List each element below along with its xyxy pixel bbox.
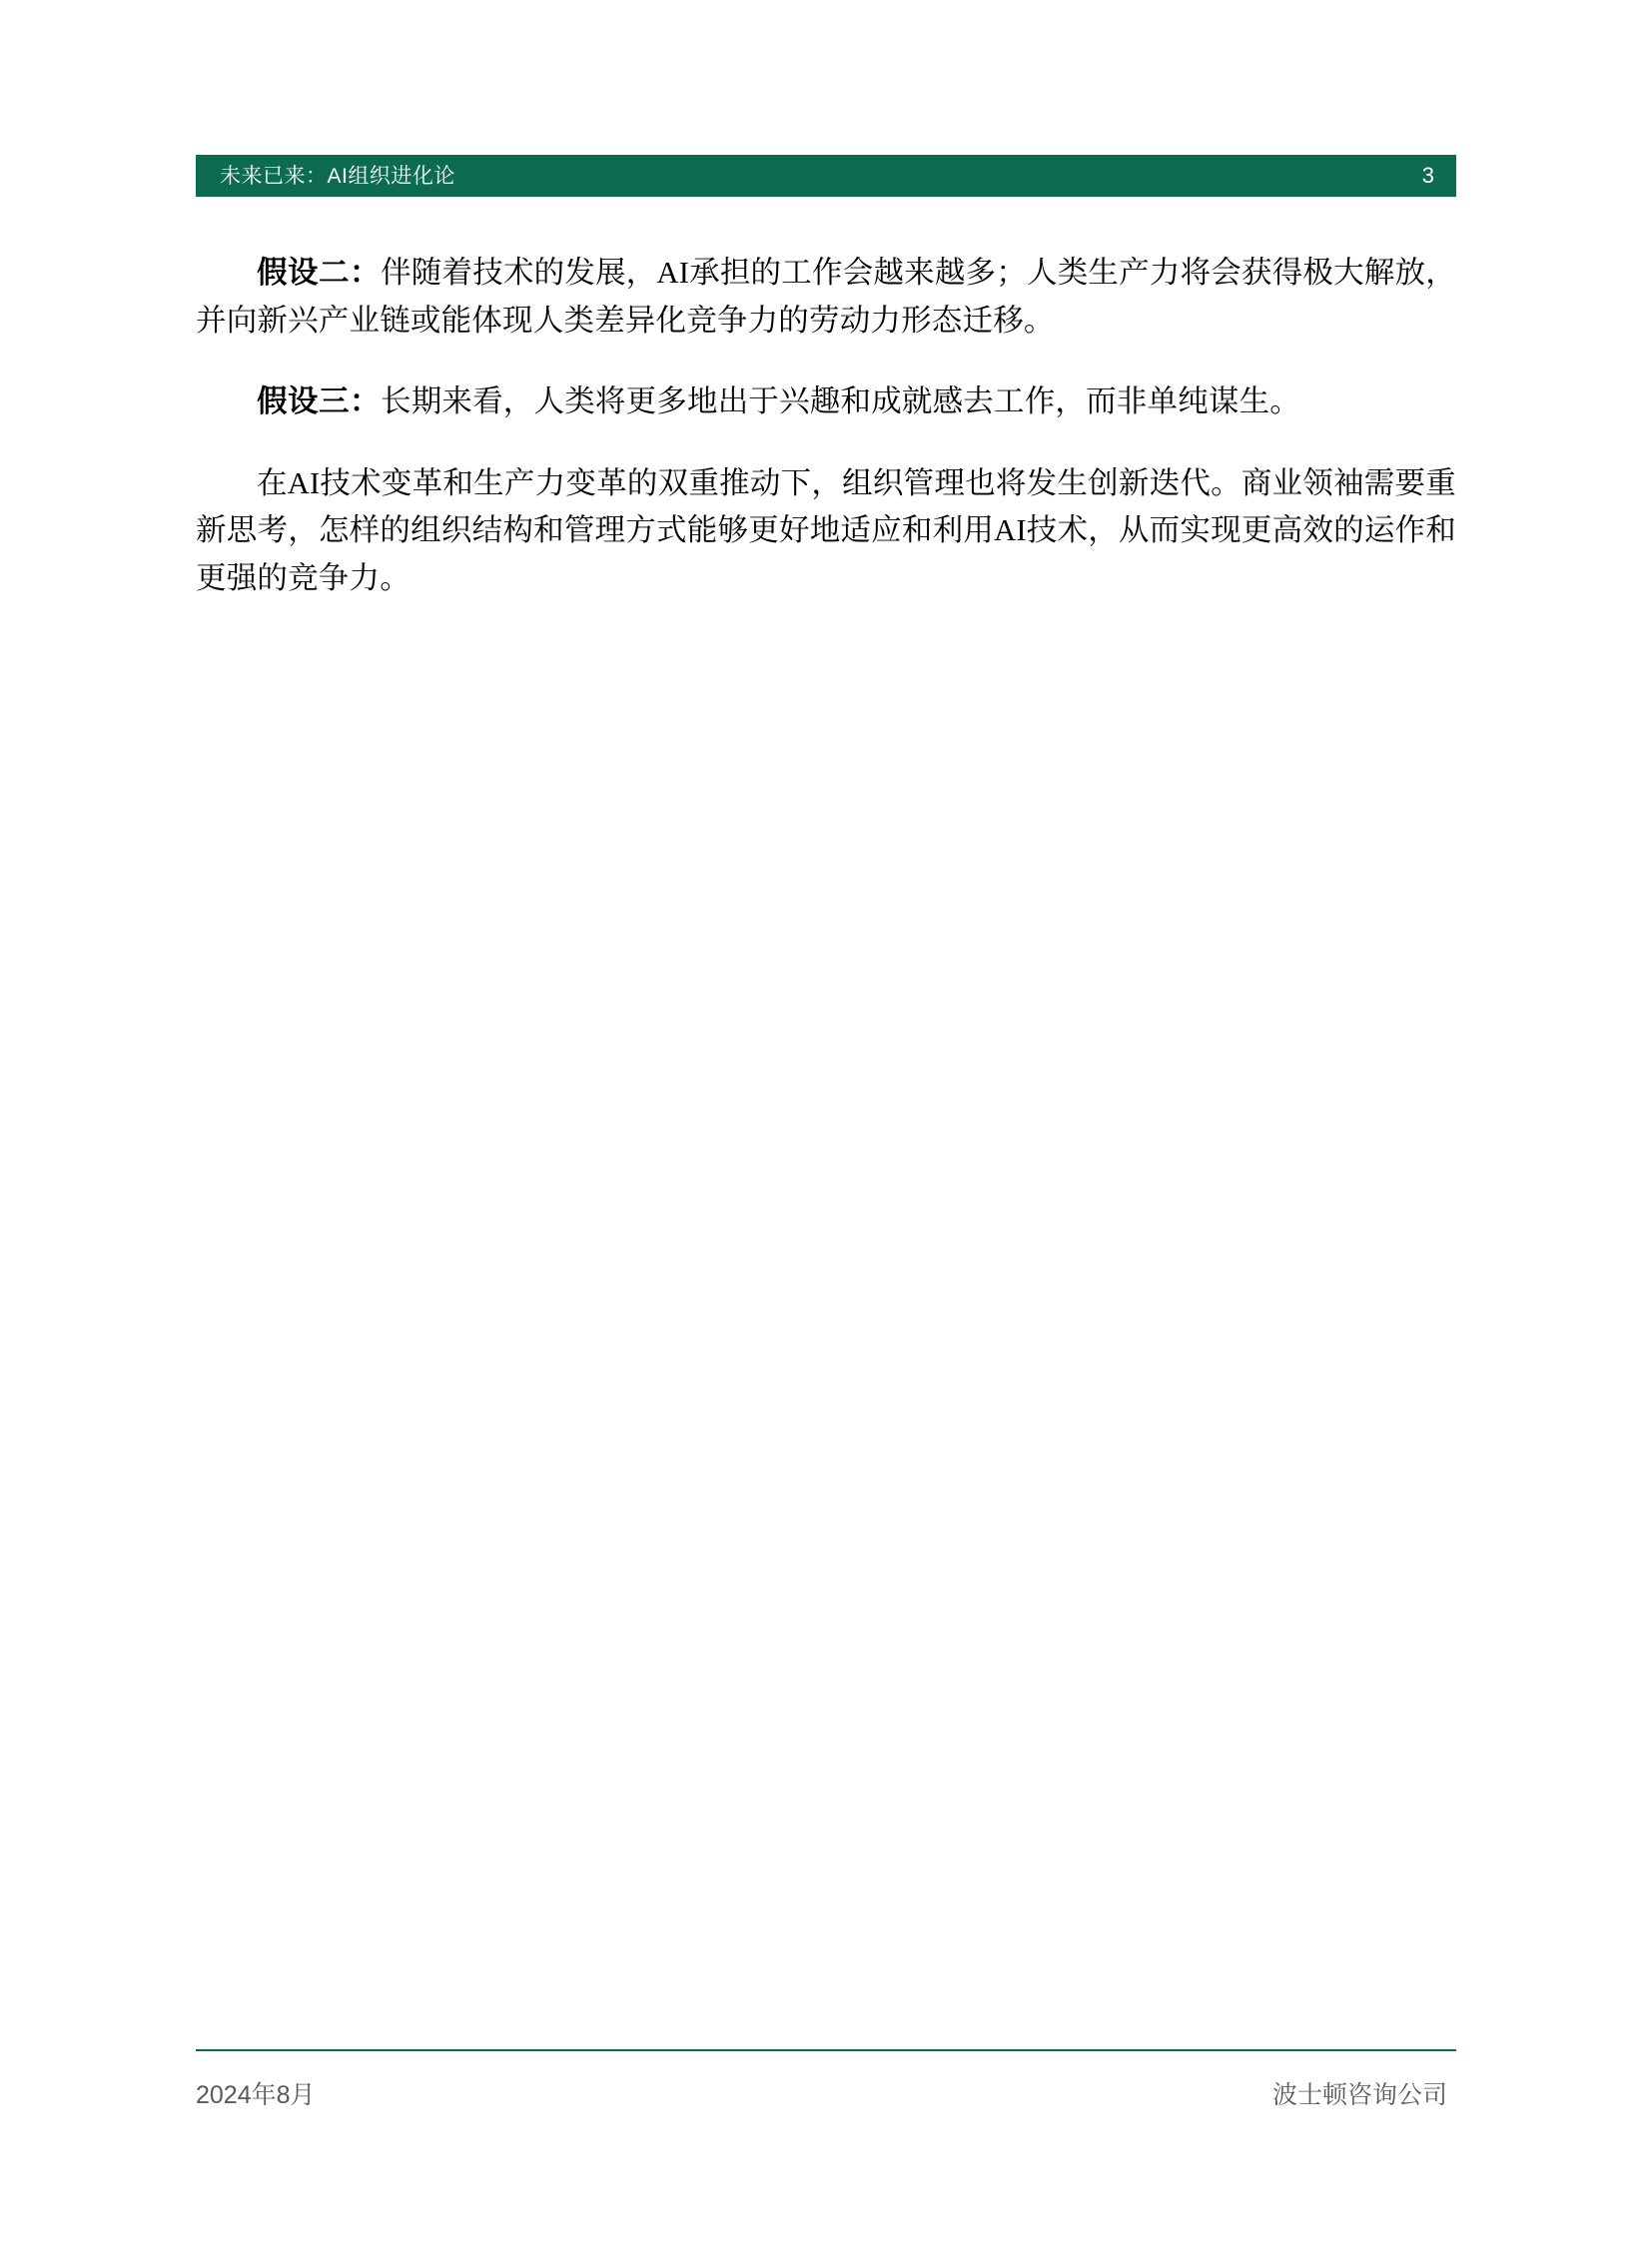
paragraph-text: 在AI技术变革和生产力变革的双重推动下，组织管理也将发生创新迭代。商业领袖需要重新思考，怎样的组织结构和管理方式能够更好地适应和利用AI技术，从而实现更高效的运作和更强的竞争力。 (196, 465, 1456, 595)
paragraph-hypothesis-two (196, 250, 1456, 345)
paragraph-lead: 假设三： (257, 384, 381, 419)
paragraph-text: 长期来看，人类将更多地出于兴趣和成就感去工作，而非单纯谋生。 (381, 384, 1300, 419)
paragraph-conclusion (196, 460, 1456, 603)
header-title: 未来已来：AI组织进化论 (220, 164, 455, 188)
paragraph-hypothesis-three (196, 378, 1456, 426)
page-content (196, 250, 1456, 602)
paragraph-lead: 假设二： (257, 256, 382, 290)
page-header-band (196, 155, 1456, 197)
footer-divider (196, 2049, 1456, 2051)
page-footer (196, 2075, 1456, 2111)
footer-company: 波士顿咨询公司 (1271, 2081, 1447, 2109)
footer-date: 2024年8月 (196, 2081, 316, 2109)
paragraph-text: 伴随着技术的发展，AI承担的工作会越来越多；人类生产力将会获得极大解放，并向新兴产业链或能体现人类差异化竞争力的劳动力形态迁移。 (196, 256, 1456, 338)
header-page-number: 3 (1421, 163, 1434, 188)
